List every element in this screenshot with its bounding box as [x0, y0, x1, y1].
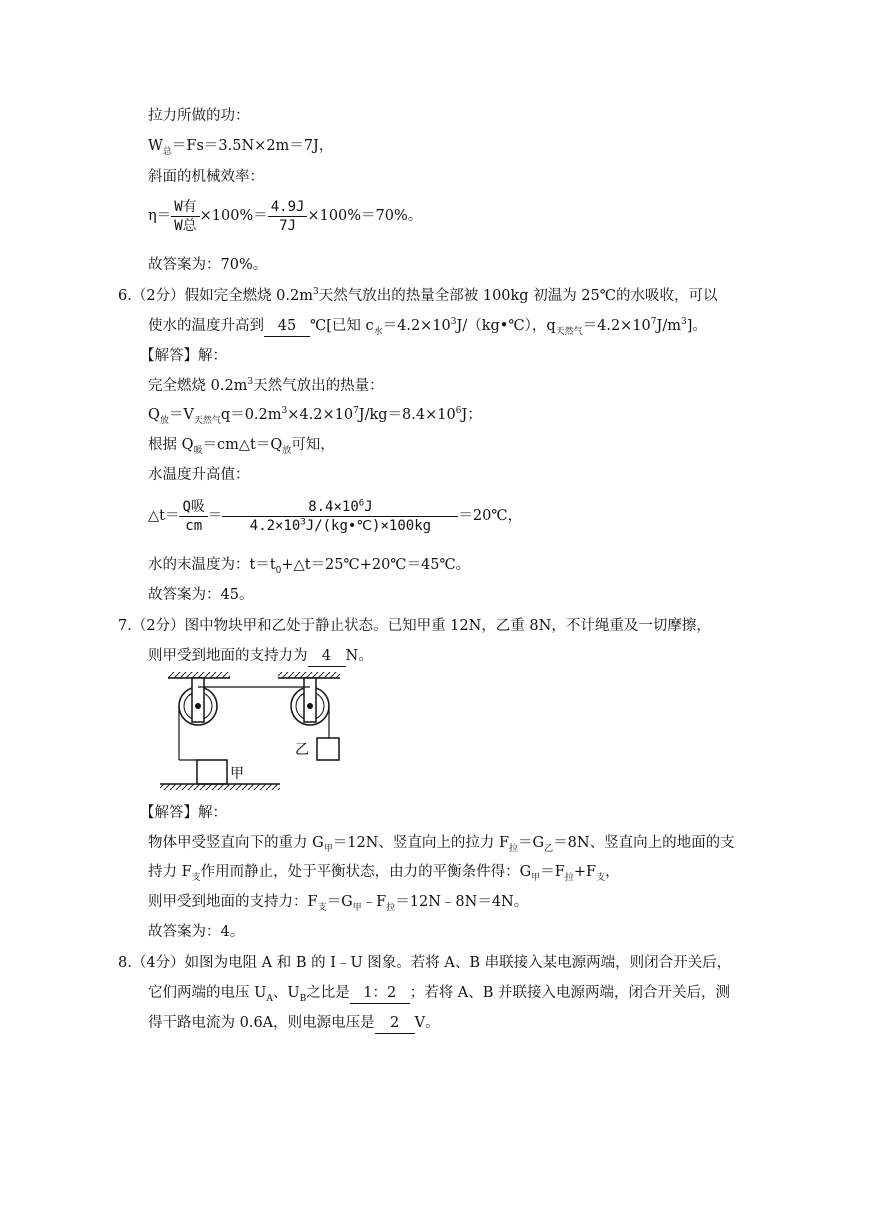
pulley-right	[291, 678, 329, 725]
q7-answer: 故答案为：4。	[148, 924, 245, 940]
q8-stem-line1: 8.（4分）如图为电阻 A 和 B 的 I﹣U 图象。若将 A、B 串联接入某电源两端，则闭合开关后，	[118, 955, 732, 971]
q6-stem-line2: 使水的温度升高到 45 ℃[已知 $c_水=4.2\times 10^3J/(kg•℃)$，$q_{天然气}=4.2\times 10^7J/m^3$]。	[148, 317, 707, 337]
ceiling-left	[168, 672, 230, 678]
q6-solution-line5: 水的末温度为：$t=t_0+\triangle t=25℃+20℃=45℃$。	[148, 557, 471, 576]
q8-voltage-blank: 2	[375, 1013, 415, 1034]
block-yi	[317, 738, 339, 760]
q5-answer: 故答案为：70%。	[148, 257, 268, 273]
block-jia	[197, 760, 227, 784]
q7-solution-line3: 则甲受到地面的支持力：$F_支=G_甲﹣F_拉=12N﹣8N=4N$。	[148, 894, 529, 913]
q8-stem-line3: 得干路电流为 0.6A，则电源电压是 2 V。	[148, 1013, 440, 1034]
q6-answer-blank: 45	[264, 316, 310, 337]
q8-stem-line2: 它们两端的电压 $U_A$、$U_B$之比是 1：2 ；若将 A、B 并联接入电源两端，闭合开关后，测	[148, 985, 731, 1004]
q7-solution-line1: 物体甲受竖直向下的重力 $G_甲=12N$、竖直向上的拉力 $F_拉=G_乙=8N$、竖直向上的地面的支	[148, 835, 735, 854]
q7-stem-line2: 则甲受到地面的支持力为 4 N。	[148, 646, 373, 667]
q6-solution-line2: $Q_放=V_{天然气}q=0.2m^3\times 4.2\times 10^7J/kg=8.4\times 10^6J$；	[148, 406, 482, 426]
q6-delta-t-equation: △t＝ $\frac{\text{Q吸}}{cm}$ ＝ $\frac{8.4\times 10^6J}{4.2\times 10^3J/(kg•℃)\times 100kg}$ ＝20℃，	[148, 497, 523, 534]
pulley-left	[179, 678, 217, 725]
q5-work-equation: $W_总=Fs=3.5N\times 2m=7J$，	[148, 138, 334, 157]
ceiling-right	[278, 672, 340, 678]
pulley-figure	[160, 668, 350, 790]
q6-solution-line1: 完全燃烧 $0.2m^3$天然气放出的热量：	[148, 377, 384, 394]
q6-solution-line4: 水温度升高值：	[148, 467, 250, 483]
q6-solution-line3: 根据 $Q_吸=cm\triangle t=Q_放$可知，	[148, 437, 335, 456]
ground	[160, 784, 280, 790]
q5-efficiency-label: 斜面的机械效率：	[148, 169, 264, 185]
label-yi: 乙	[295, 742, 309, 758]
q7-answer-blank: 4	[308, 646, 346, 667]
q6-solution-heading: 【解答】解：	[140, 348, 227, 364]
q7-solution-line2: 持力 $F_支$作用而静止，处于平衡状态，由力的平衡条件得：$G_甲=F_拉+F_支$，	[148, 864, 620, 883]
q8-ratio-blank: 1：2	[350, 983, 410, 1004]
q5-work-label: 拉力所做的功：	[148, 108, 250, 124]
q5-efficiency-equation: η＝ $\frac{\text{W有}}{\text{W总}}$ ×100%＝ $\frac{4.9J}{7J}$ ×100%＝70%。	[148, 198, 423, 234]
q6-answer: 故答案为：45。	[148, 587, 254, 603]
q7-stem-line1: 7.（2分）图中物块甲和乙处于静止状态。已知甲重 12N，乙重 8N，不计绳重及一切摩擦，	[118, 618, 711, 634]
q6-stem-line1: 6.（2分）假如完全燃烧 $0.2m^3$天然气放出的热量全部被 100kg 初温为 25℃的水吸收，可以	[118, 287, 718, 304]
label-jia: 甲	[230, 766, 244, 782]
q7-solution-heading: 【解答】解：	[140, 805, 227, 821]
